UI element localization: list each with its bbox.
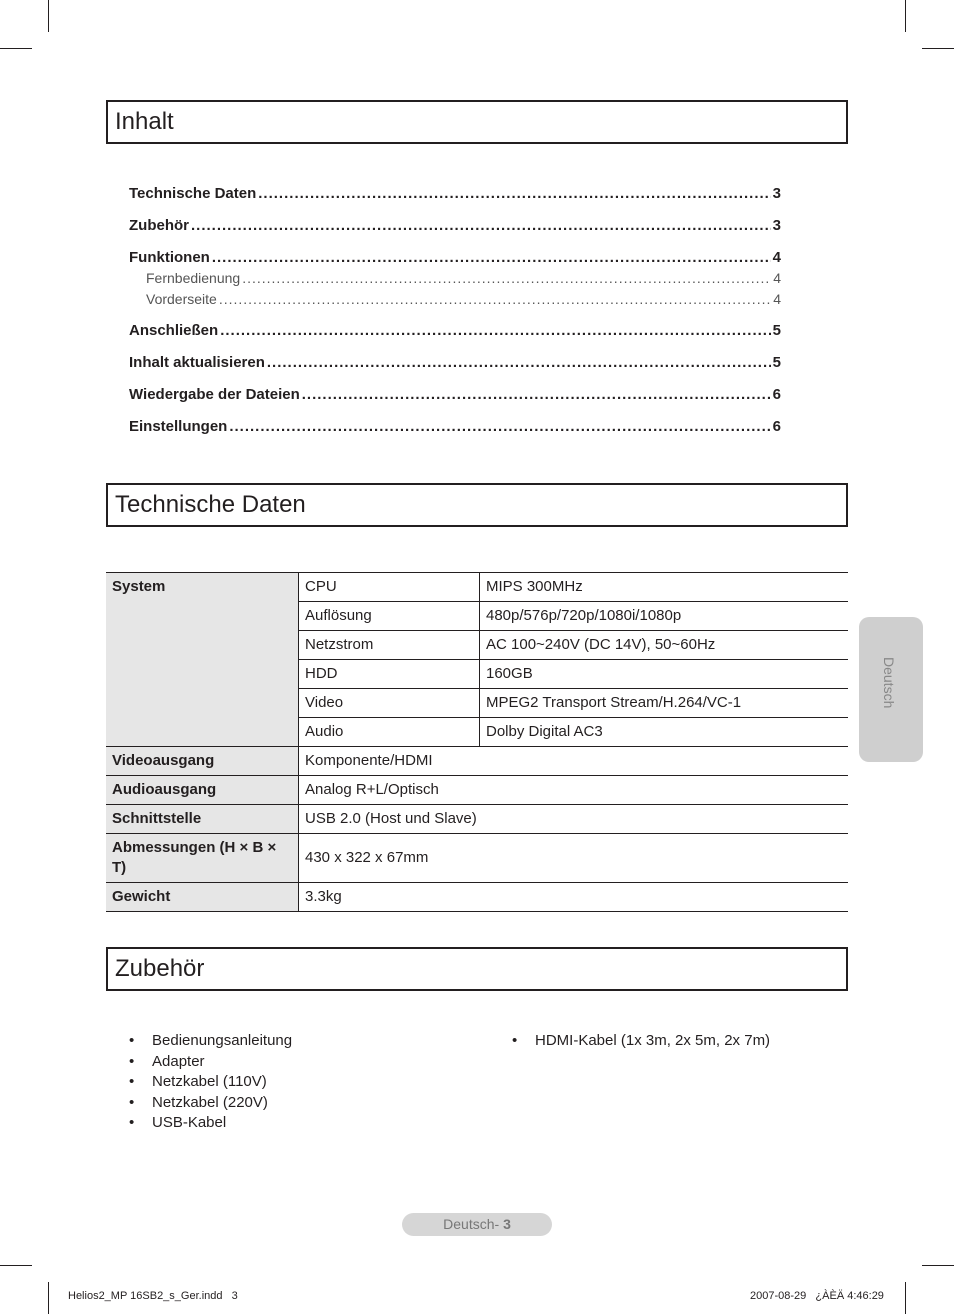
spec-value: Komponente/HDMI bbox=[299, 747, 849, 776]
toc-entry[interactable] bbox=[129, 354, 781, 371]
side-tab-label: Deutsch bbox=[881, 657, 897, 709]
spec-subname: HDD bbox=[299, 660, 480, 689]
crop-mark bbox=[48, 1282, 49, 1314]
toc-label: Inhalt aktualisieren bbox=[129, 354, 265, 371]
toc-page: 5 bbox=[772, 322, 781, 339]
toc-page: 6 bbox=[772, 386, 781, 403]
toc-entry[interactable] bbox=[129, 322, 781, 339]
toc-page: 6 bbox=[772, 418, 781, 435]
list-item: • HDMI-Kabel (1x 3m, 2x 5m, 2x 7m) bbox=[512, 1031, 770, 1052]
crop-mark bbox=[0, 1265, 32, 1266]
toc-entry[interactable] bbox=[129, 418, 781, 435]
spec-value: AC 100~240V (DC 14V), 50~60Hz bbox=[480, 631, 849, 660]
toc-leader bbox=[220, 322, 770, 339]
spec-subname: Auflösung bbox=[299, 602, 480, 631]
accessories-title: Zubehör bbox=[115, 955, 205, 982]
list-item: • USB-Kabel bbox=[129, 1113, 292, 1134]
spec-label: Schnittstelle bbox=[106, 805, 299, 834]
page-number: 3 bbox=[503, 1216, 511, 1232]
toc-entry[interactable] bbox=[129, 386, 781, 403]
toc-page: 3 bbox=[772, 217, 781, 234]
contents-heading bbox=[106, 100, 848, 144]
spec-subname: Video bbox=[299, 689, 480, 718]
toc-entry[interactable] bbox=[129, 185, 781, 202]
spec-subname: CPU bbox=[299, 573, 480, 602]
crop-mark bbox=[905, 1282, 906, 1314]
toc-label: Einstellungen bbox=[129, 418, 228, 435]
page-label: Deutsch- bbox=[443, 1216, 504, 1232]
toc-label: Vorderseite bbox=[146, 291, 217, 307]
spec-label: Gewicht bbox=[106, 883, 299, 912]
toc-page: 4 bbox=[772, 249, 781, 266]
toc-entry[interactable] bbox=[129, 217, 781, 234]
toc-leader bbox=[229, 418, 770, 435]
spec-label: Audioausgang bbox=[106, 776, 299, 805]
crop-mark bbox=[922, 48, 954, 49]
footer-filename: Helios2_MP 16SB2_s_Ger.indd 3 bbox=[68, 1290, 238, 1302]
crop-mark bbox=[905, 0, 906, 32]
toc-leader bbox=[267, 354, 771, 371]
toc-subentry[interactable] bbox=[129, 291, 781, 307]
toc-label: Fernbedienung bbox=[146, 270, 241, 286]
page-number-pill bbox=[402, 1213, 552, 1236]
crop-mark bbox=[48, 0, 49, 32]
table-row bbox=[106, 805, 848, 834]
toc-leader bbox=[219, 291, 771, 307]
toc-label: Technische Daten bbox=[129, 185, 257, 202]
toc-leader bbox=[212, 249, 771, 266]
toc-page: 3 bbox=[772, 185, 781, 202]
toc-page: 4 bbox=[773, 291, 781, 307]
spec-subname: Audio bbox=[299, 718, 480, 747]
spec-value: 480p/576p/720p/1080i/1080p bbox=[480, 602, 849, 631]
spec-label: Abmessungen (H × B × T) bbox=[106, 834, 299, 883]
toc-page: 5 bbox=[772, 354, 781, 371]
toc-label: Zubehör bbox=[129, 217, 189, 234]
spec-value: 3.3kg bbox=[299, 883, 849, 912]
language-side-tab bbox=[859, 617, 923, 762]
toc-subentry[interactable] bbox=[129, 270, 781, 286]
table-row bbox=[106, 573, 848, 602]
spec-value: MPEG2 Transport Stream/H.264/VC-1 bbox=[480, 689, 849, 718]
accessories-list-right bbox=[512, 1031, 770, 1052]
spec-value: USB 2.0 (Host und Slave) bbox=[299, 805, 849, 834]
table-row bbox=[106, 834, 848, 883]
table-row bbox=[106, 883, 848, 912]
crop-mark bbox=[922, 1265, 954, 1266]
toc-leader bbox=[302, 386, 771, 403]
spec-subname: Netzstrom bbox=[299, 631, 480, 660]
footer-timestamp: 2007-08-29 ¿ÀÈÄ 4:46:29 bbox=[750, 1290, 884, 1302]
spec-label: Videoausgang bbox=[106, 747, 299, 776]
toc-leader bbox=[242, 270, 771, 286]
toc-label: Funktionen bbox=[129, 249, 210, 266]
accessories-heading bbox=[106, 947, 848, 991]
list-item: • Netzkabel (220V) bbox=[129, 1093, 292, 1114]
accessories-list-left bbox=[129, 1031, 292, 1134]
spec-value: 430 x 322 x 67mm bbox=[299, 834, 849, 883]
spec-value: Analog R+L/Optisch bbox=[299, 776, 849, 805]
spec-value: MIPS 300MHz bbox=[480, 573, 849, 602]
list-item: • Adapter bbox=[129, 1052, 292, 1073]
specs-heading bbox=[106, 483, 848, 527]
spec-value: 160GB bbox=[480, 660, 849, 689]
contents-title: Inhalt bbox=[115, 108, 174, 135]
list-item: • Netzkabel (110V) bbox=[129, 1072, 292, 1093]
spec-label: System bbox=[106, 573, 299, 747]
toc-page: 4 bbox=[773, 270, 781, 286]
toc-entry[interactable] bbox=[129, 249, 781, 266]
spec-value: Dolby Digital AC3 bbox=[480, 718, 849, 747]
toc-leader bbox=[191, 217, 771, 234]
specs-table bbox=[106, 572, 848, 912]
list-item: • Bedienungsanleitung bbox=[129, 1031, 292, 1052]
toc-label: Anschließen bbox=[129, 322, 219, 339]
toc-label: Wiedergabe der Dateien bbox=[129, 386, 300, 403]
crop-mark bbox=[0, 48, 32, 49]
toc-leader bbox=[258, 185, 770, 202]
table-row bbox=[106, 747, 848, 776]
table-row bbox=[106, 776, 848, 805]
specs-title: Technische Daten bbox=[115, 491, 306, 518]
